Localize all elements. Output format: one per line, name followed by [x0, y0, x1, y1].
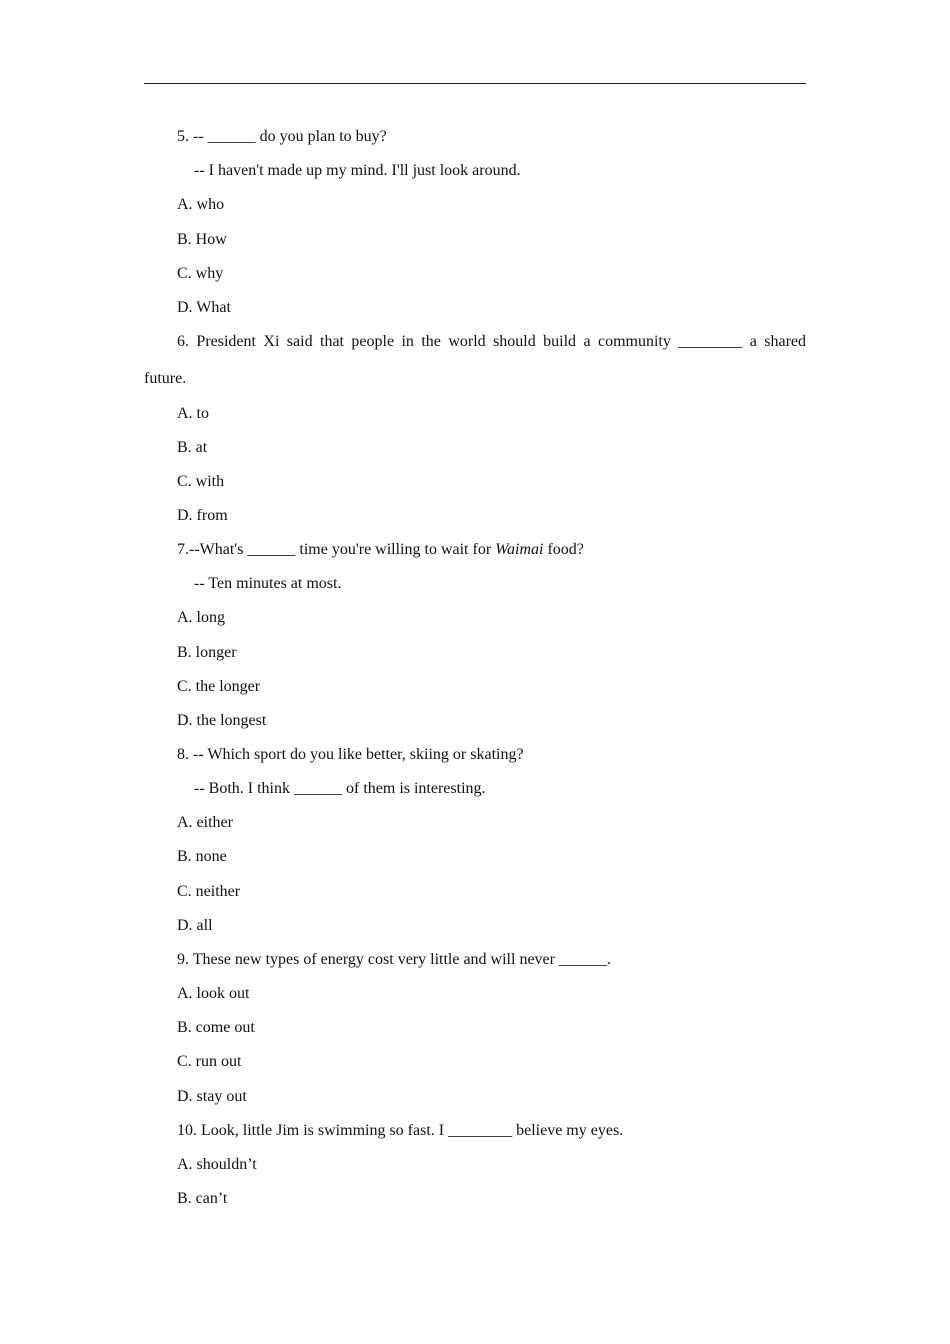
- question-7-reply: -- Ten minutes at most.: [194, 575, 342, 592]
- question-6-option-c: C. with: [177, 473, 225, 490]
- question-9-option-a: A. look out: [177, 985, 250, 1002]
- question-8-option-c: C. neither: [177, 883, 241, 900]
- question-9-stem: 9. These new types of energy cost very little and will never ______.: [177, 951, 611, 968]
- question-6-option-a: A. to: [177, 405, 209, 422]
- question-8-reply: -- Both. I think ______ of them is interesting.: [194, 780, 486, 797]
- question-5-stem: 5. -- ______ do you plan to buy?: [177, 128, 387, 145]
- question-7-stem-italic: Waimai: [495, 541, 544, 558]
- question-5-option-c: C. why: [177, 265, 224, 282]
- question-9-option-d: D. stay out: [177, 1088, 247, 1105]
- question-5-reply: -- I haven't made up my mind. I'll just look around.: [194, 162, 521, 179]
- question-8-option-a: A. either: [177, 814, 233, 831]
- header-rule: [144, 83, 806, 84]
- question-7-option-d: D. the longest: [177, 712, 267, 729]
- question-10-stem: 10. Look, little Jim is swimming so fast. I ________ believe my eyes.: [177, 1122, 624, 1139]
- question-5-option-a: A. who: [177, 196, 225, 213]
- question-9-option-b: B. come out: [177, 1019, 255, 1036]
- question-6-option-d: D. from: [177, 507, 228, 524]
- question-7-option-b: B. longer: [177, 644, 237, 661]
- question-8-option-b: B. none: [177, 848, 227, 865]
- question-9-option-c: C. run out: [177, 1053, 242, 1070]
- question-5-option-d: D. What: [177, 299, 231, 316]
- question-6-option-b: B. at: [177, 439, 208, 456]
- question-7-stem-start: 7.--What's ______ time you're willing to wait for: [177, 541, 496, 558]
- question-7-option-a: A. long: [177, 609, 225, 626]
- question-5-option-b: B. How: [177, 231, 227, 248]
- question-8-option-d: D. all: [177, 917, 213, 934]
- question-10-option-b: B. can’t: [177, 1190, 228, 1207]
- question-10-option-a: A. shouldn’t: [177, 1156, 257, 1173]
- question-7-stem: [177, 540, 584, 560]
- question-6-stem-continuation: future.: [144, 370, 187, 387]
- question-7-stem-end: food?: [543, 541, 584, 558]
- question-6-stem: 6. President Xi said that people in the world should build a community ________ a shared: [177, 333, 806, 350]
- question-8-stem: 8. -- Which sport do you like better, skiing or skating?: [177, 746, 524, 763]
- question-7-option-c: C. the longer: [177, 678, 261, 695]
